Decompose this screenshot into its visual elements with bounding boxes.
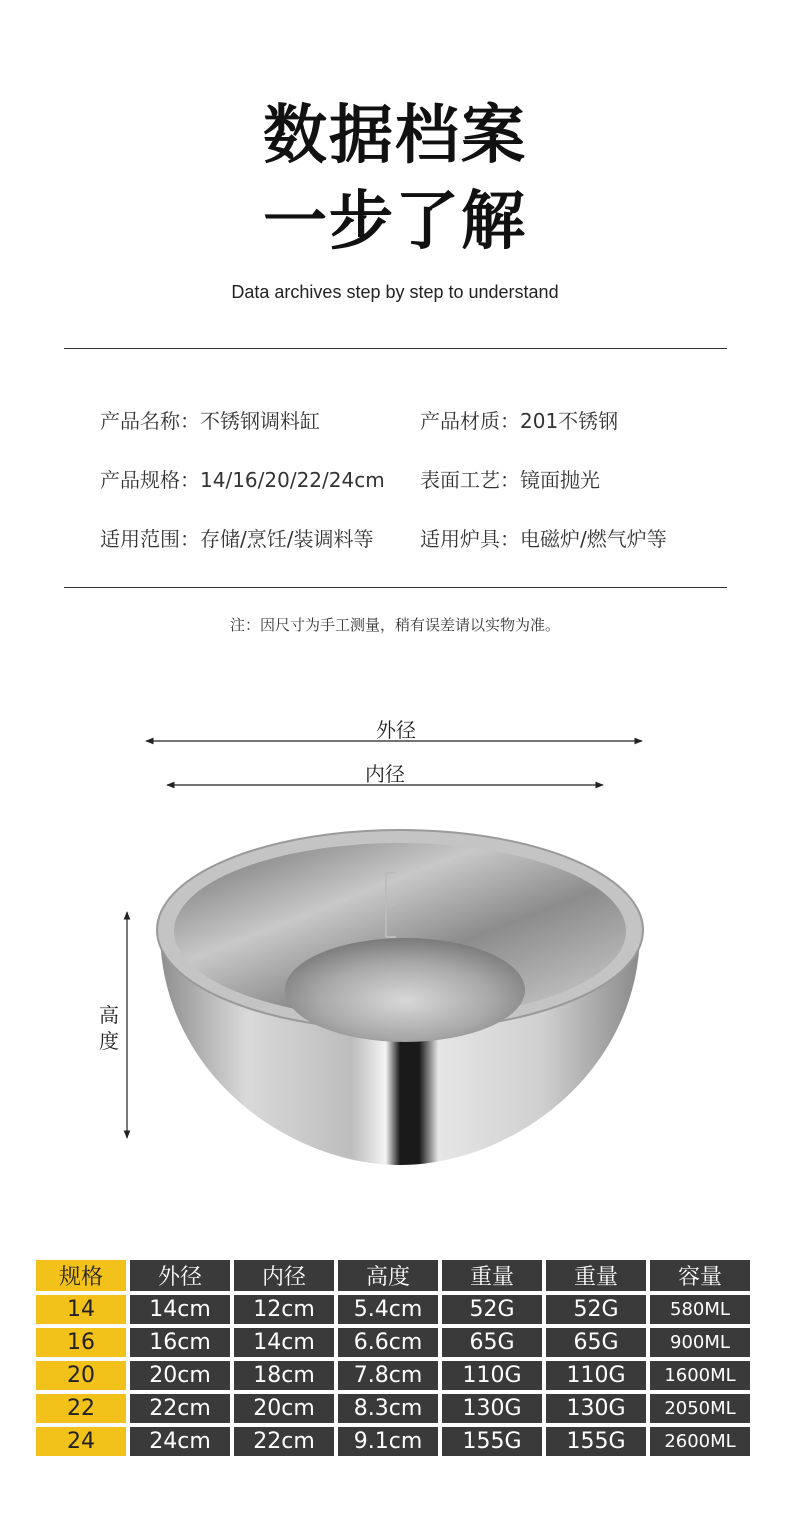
table-cell: 65G (546, 1328, 646, 1357)
spec-value: 电磁炉/燃气炉等 (520, 527, 667, 551)
table-header-row (36, 1260, 750, 1291)
table-cell: 22cm (234, 1427, 334, 1456)
outer-diameter-label: 外径 (376, 718, 416, 742)
size-table (32, 1256, 754, 1460)
spec-label: 适用范围： (100, 527, 200, 551)
table-cell: 155G (546, 1427, 646, 1456)
table-cell: 7.8cm (338, 1361, 438, 1390)
table-cell: 155G (442, 1427, 542, 1456)
table-cell: 12cm (234, 1295, 334, 1324)
table-cell: 16cm (130, 1328, 230, 1357)
spec-value: 不锈钢调料缸 (200, 409, 320, 433)
table-cell: 580ML (650, 1295, 750, 1324)
height-label: 高度 (99, 1003, 119, 1053)
table-cell: 130G (546, 1394, 646, 1423)
bowl-image (150, 825, 650, 1170)
spec-label: 表面工艺： (420, 468, 520, 492)
table-row (36, 1394, 750, 1423)
table-row (36, 1328, 750, 1357)
table-cell: 2050ML (650, 1394, 750, 1423)
table-row (36, 1295, 750, 1324)
table-cell: 52G (442, 1295, 542, 1324)
table-cell: 22cm (130, 1394, 230, 1423)
table-cell: 2600ML (650, 1427, 750, 1456)
spec-value: 镜面抛光 (520, 468, 600, 492)
table-cell: 110G (546, 1361, 646, 1390)
table-cell: 14cm (130, 1295, 230, 1324)
table-header-cell: 高度 (338, 1260, 438, 1291)
measurement-note: 注：因尺寸为手工测量，稍有误差请以实物为准。 (229, 616, 560, 634)
table-cell: 24cm (130, 1427, 230, 1456)
table-cell: 18cm (234, 1361, 334, 1390)
table-cell: 110G (442, 1361, 542, 1390)
table-cell: 130G (442, 1394, 542, 1423)
table-header-cell: 容量 (650, 1260, 750, 1291)
table-row (36, 1361, 750, 1390)
table-cell: 52G (546, 1295, 646, 1324)
table-cell: 5.4cm (338, 1295, 438, 1324)
table-cell: 22 (36, 1394, 126, 1423)
table-header-cell: 重量 (546, 1260, 646, 1291)
table-row (36, 1427, 750, 1456)
page-title-line1: 数据档案 (263, 99, 527, 173)
table-cell: 20 (36, 1361, 126, 1390)
table-cell: 20cm (130, 1361, 230, 1390)
table-cell: 14cm (234, 1328, 334, 1357)
spec-label: 产品名称： (100, 409, 200, 433)
table-header-cell: 重量 (442, 1260, 542, 1291)
page-subtitle: Data archives step by step to understand (231, 282, 559, 302)
table-header-cell: 内径 (234, 1260, 334, 1291)
table-cell: 16 (36, 1328, 126, 1357)
table-cell: 24 (36, 1427, 126, 1456)
table-cell: 65G (442, 1328, 542, 1357)
spec-value: 存储/烹饪/装调料等 (200, 527, 374, 551)
spec-value: 201不锈钢 (520, 409, 619, 433)
inner-diameter-label: 内径 (365, 762, 405, 786)
table-cell: 6.6cm (338, 1328, 438, 1357)
spec-value: 14/16/20/22/24cm (200, 468, 385, 492)
table-cell: 8.3cm (338, 1394, 438, 1423)
table-cell: 20cm (234, 1394, 334, 1423)
table-cell: 14 (36, 1295, 126, 1324)
page-title-line2: 一步了解 (263, 185, 527, 259)
table-header-cell: 外径 (130, 1260, 230, 1291)
table-cell: 1600ML (650, 1361, 750, 1390)
spec-label: 适用炉具： (420, 527, 520, 551)
table-cell: 900ML (650, 1328, 750, 1357)
table-header-cell: 规格 (36, 1260, 126, 1291)
spec-label: 产品材质： (420, 409, 520, 433)
table-cell: 9.1cm (338, 1427, 438, 1456)
spec-label: 产品规格： (100, 468, 200, 492)
